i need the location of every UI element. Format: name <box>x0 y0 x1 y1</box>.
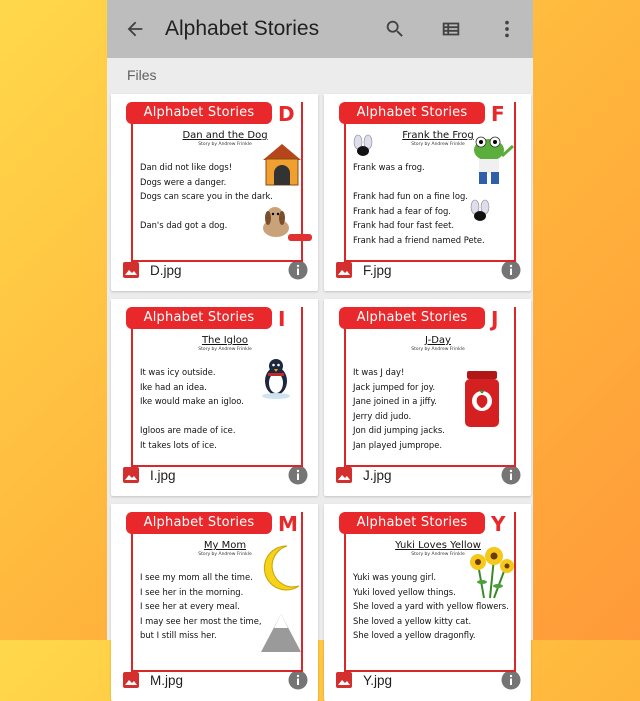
file-card[interactable] <box>111 504 318 701</box>
story-line: Frank had fun on a fine log. <box>353 191 468 201</box>
app-bar <box>107 0 533 58</box>
story-line: It was J day! <box>353 367 405 377</box>
file-name: D.jpg <box>150 262 182 278</box>
dog-illustration <box>256 204 314 244</box>
file-card[interactable] <box>111 299 318 496</box>
story-line: It was icy outside. <box>140 367 216 377</box>
file-card[interactable] <box>324 299 531 496</box>
file-card[interactable] <box>111 94 318 291</box>
fly-icon <box>469 199 491 223</box>
file-name: M.jpg <box>150 672 184 688</box>
story-line: Frank had a friend named Pete. <box>353 234 485 245</box>
story-byline: Story by Andrew Frinkle <box>198 552 252 557</box>
story-letter: Y <box>491 512 506 536</box>
story-line: Jon did jumping jacks. <box>353 425 445 435</box>
story-line: Dan did not like dogs! <box>140 162 233 172</box>
file-thumbnail[interactable] <box>111 94 318 249</box>
file-thumbnail[interactable] <box>324 299 531 454</box>
sunflowers-illustration <box>464 544 516 600</box>
story-letter: J <box>491 307 499 331</box>
page-title: Alphabet Stories <box>165 17 320 40</box>
story-line: It takes lots of ice. <box>140 439 217 450</box>
story-text <box>353 365 445 452</box>
file-name: Y.jpg <box>363 672 393 688</box>
image-file-icon <box>335 261 353 279</box>
story-line: Frank was a frog. <box>353 162 425 172</box>
story-line: Jack jumped for joy. <box>353 381 436 392</box>
file-name: J.jpg <box>363 467 392 483</box>
story-line: She loved a yellow kitty cat. <box>353 615 472 626</box>
story-line: She loved a yard with yellow flowers. <box>353 601 509 611</box>
story-banner: Alphabet Stories <box>339 102 485 124</box>
image-file-icon <box>122 671 140 689</box>
story-letter: F <box>491 102 505 126</box>
info-icon[interactable] <box>288 260 308 280</box>
info-icon[interactable] <box>501 670 521 690</box>
story-line: but I still miss her. <box>140 630 217 640</box>
search-icon[interactable] <box>381 15 409 43</box>
story-letter: I <box>278 307 286 331</box>
image-file-icon <box>122 466 140 484</box>
story-line: Jane joined in a jiffy. <box>353 396 437 406</box>
story-line: I see my mom all the time. <box>140 572 253 582</box>
story-line: Jerry did judo. <box>353 410 412 421</box>
file-grid <box>107 92 533 701</box>
story-title: The Igloo <box>201 335 249 346</box>
story-byline: Story by Andrew Frinkle <box>411 552 465 557</box>
story-line: Frank had four fast feet. <box>353 220 455 230</box>
story-byline: Story by Andrew Frinkle <box>411 347 465 352</box>
story-banner: Alphabet Stories <box>126 307 272 329</box>
story-line: I see her in the morning. <box>140 586 244 597</box>
info-icon[interactable] <box>501 465 521 485</box>
story-title: Frank the Frog <box>402 130 474 141</box>
story-byline: Story by Andrew Frinkle <box>198 347 252 352</box>
story-line: Igloos are made of ice. <box>140 425 236 435</box>
story-line: She loved a yellow dragonfly. <box>353 630 476 640</box>
story-title: Dan and the Dog <box>182 130 268 141</box>
story-text <box>140 570 262 643</box>
story-line: Yuki loved yellow things. <box>353 586 456 597</box>
image-file-icon <box>335 671 353 689</box>
story-byline: Story by Andrew Frinkle <box>198 142 252 147</box>
file-thumbnail[interactable] <box>111 504 318 659</box>
file-thumbnail[interactable] <box>324 94 531 249</box>
story-line: I may see her most the time, <box>140 615 262 626</box>
story-byline: Story by Andrew Frinkle <box>411 142 465 147</box>
story-line: Yuki was young girl. <box>353 572 437 582</box>
story-line: Frank had a fear of fog. <box>353 205 451 216</box>
story-line: Dan's dad got a dog. <box>140 220 228 230</box>
story-line: I see her at every meal. <box>140 601 240 611</box>
file-card[interactable] <box>324 504 531 701</box>
doghouse-illustration <box>261 142 303 186</box>
info-icon[interactable] <box>501 260 521 280</box>
info-icon[interactable] <box>288 670 308 690</box>
frog-illustration <box>467 134 515 186</box>
story-title: My Mom <box>203 540 247 551</box>
story-text <box>140 160 273 233</box>
story-line: Jan played jumprope. <box>353 439 443 450</box>
story-line: Ike would make an igloo. <box>140 396 244 406</box>
story-banner: Alphabet Stories <box>126 512 272 534</box>
mountain-illustration <box>259 612 303 652</box>
story-banner: Alphabet Stories <box>339 307 485 329</box>
phone-screen <box>107 0 533 688</box>
story-title: Yuki Loves Yellow <box>395 540 481 551</box>
story-banner: Alphabet Stories <box>126 102 272 124</box>
fly-icon <box>352 134 374 158</box>
story-letter: M <box>278 512 298 536</box>
file-card[interactable] <box>324 94 531 291</box>
list-view-icon[interactable] <box>437 15 465 43</box>
info-icon[interactable] <box>288 465 308 485</box>
story-text <box>353 160 485 247</box>
file-name: F.jpg <box>363 262 392 278</box>
jam-jar-illustration <box>464 371 500 429</box>
story-line: Ike had an idea. <box>140 381 207 392</box>
story-text <box>140 365 244 452</box>
story-banner: Alphabet Stories <box>339 512 485 534</box>
more-vert-icon[interactable] <box>493 15 521 43</box>
file-name: I.jpg <box>150 467 176 483</box>
story-line: Dogs were a danger. <box>140 176 227 187</box>
story-letter: D <box>278 102 295 126</box>
story-line: Dogs can scare you in the dark. <box>140 191 273 201</box>
story-title: J-Day <box>425 335 451 346</box>
file-thumbnail[interactable] <box>111 299 318 454</box>
arrow-back-icon[interactable] <box>121 15 149 43</box>
image-file-icon <box>335 466 353 484</box>
penguin-illustration <box>259 357 293 399</box>
file-thumbnail[interactable] <box>324 504 531 659</box>
section-label: Files <box>107 58 533 92</box>
moon-illustration <box>259 544 303 594</box>
image-file-icon <box>122 261 140 279</box>
